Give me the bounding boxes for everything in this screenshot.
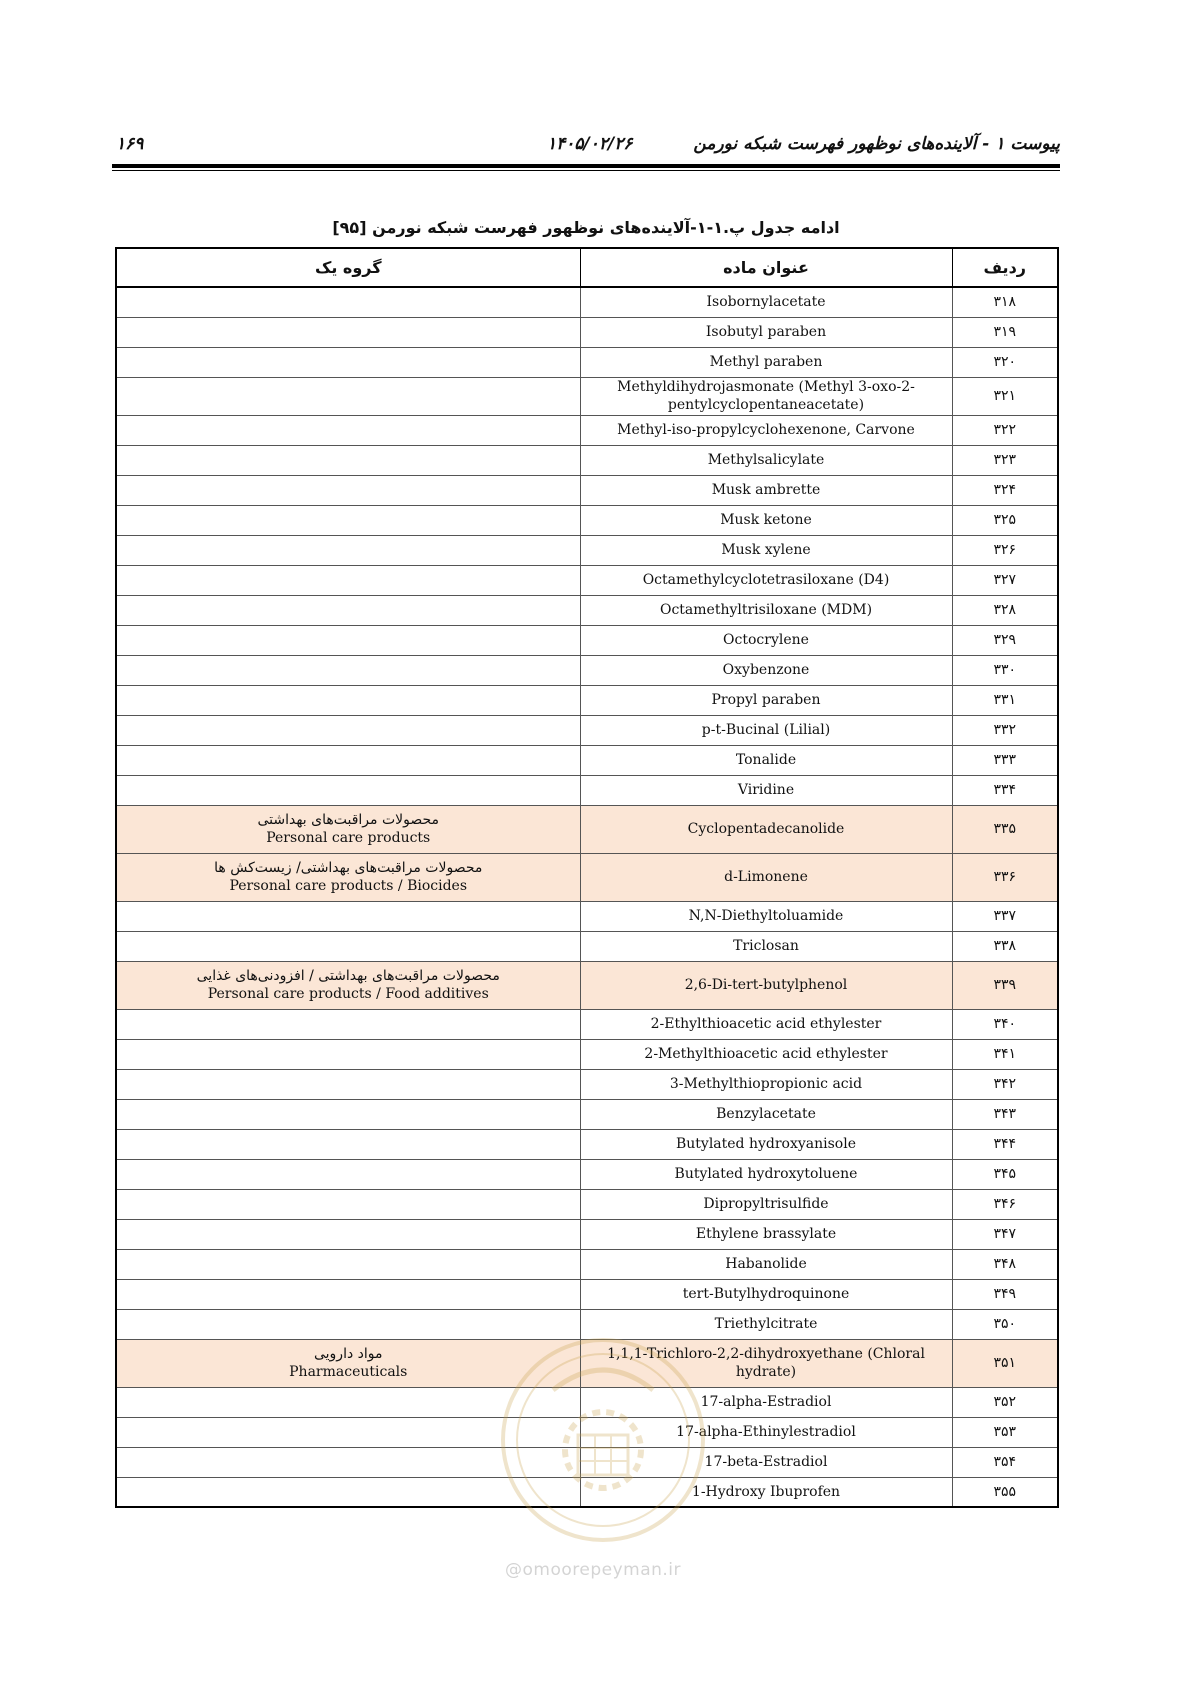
row-id: ۳۲۵ [952, 505, 1058, 535]
row-group-fa: محصولات مراقبت‌های بهداشتی [257, 812, 440, 828]
row-substance-name-cell [580, 1279, 952, 1309]
row-id: ۳۵۳ [952, 1417, 1058, 1447]
row-id: ۳۱۹ [952, 317, 1058, 347]
row-substance-name: Cyclopentadecanolide [687, 821, 845, 837]
table-row [116, 1069, 1058, 1099]
row-substance-name-cell [580, 1159, 952, 1189]
row-substance-name-cell [580, 347, 952, 377]
row-substance-name: p-t-Bucinal (Lilial) [701, 722, 831, 738]
row-substance-name: Butylated hydroxytoluene [674, 1166, 858, 1182]
table-row [116, 961, 1058, 1009]
row-substance-name-cell [580, 1129, 952, 1159]
row-id: ۳۳۴ [952, 775, 1058, 805]
row-substance-name: Methylsalicylate [707, 452, 825, 468]
contaminants-table [115, 247, 1059, 1508]
row-substance-name: Methyl paraben [709, 354, 823, 370]
table-row [116, 475, 1058, 505]
page-number: ۱۶۹ [116, 134, 144, 154]
row-substance-name-cell [580, 901, 952, 931]
row-substance-name-cell [580, 1447, 952, 1477]
row-id: ۳۳۸ [952, 931, 1058, 961]
row-id: ۳۱۸ [952, 287, 1058, 317]
table-row [116, 505, 1058, 535]
row-substance-name: Habanolide [725, 1256, 807, 1272]
page-header [112, 128, 1060, 160]
table-row [116, 287, 1058, 317]
row-substance-name: Methyldihydrojasmonate (Methyl 3-oxo-2-pentylcyclopentaneacetate) [617, 379, 915, 413]
row-id: ۳۲۸ [952, 595, 1058, 625]
row-id: ۳۳۵ [952, 805, 1058, 853]
row-group-en: Personal care products / Food additives [207, 986, 489, 1002]
row-group [116, 1009, 580, 1039]
row-group [116, 1039, 580, 1069]
header-date: ۱۴۰۵/۰۲/۲۶ [547, 134, 633, 154]
row-group [116, 1159, 580, 1189]
row-substance-name: Benzylacetate [716, 1106, 816, 1122]
table-row [116, 853, 1058, 901]
table-row [116, 445, 1058, 475]
row-substance-name: 2-Ethylthioacetic acid ethylester [650, 1016, 882, 1032]
table-row [116, 1219, 1058, 1249]
row-id: ۳۳۲ [952, 715, 1058, 745]
table-row [116, 565, 1058, 595]
row-id: ۳۳۹ [952, 961, 1058, 1009]
row-id: ۳۳۶ [952, 853, 1058, 901]
row-substance-name: Musk xylene [721, 542, 811, 558]
row-substance-name: Triethylcitrate [714, 1316, 818, 1332]
row-group [116, 1279, 580, 1309]
row-group [116, 1069, 580, 1099]
row-substance-name-cell [580, 1387, 952, 1417]
table-row [116, 685, 1058, 715]
row-substance-name-cell [580, 565, 952, 595]
row-substance-name-cell [580, 377, 952, 415]
row-group [116, 505, 580, 535]
row-substance-name: Musk ketone [720, 512, 812, 528]
table-row [116, 1189, 1058, 1219]
row-group [116, 805, 580, 853]
row-group [116, 685, 580, 715]
row-id: ۳۳۷ [952, 901, 1058, 931]
row-id: ۳۴۵ [952, 1159, 1058, 1189]
row-substance-name: Ethylene brassylate [695, 1226, 837, 1242]
row-group [116, 1129, 580, 1159]
row-substance-name-cell [580, 805, 952, 853]
row-group-en: Personal care products [266, 830, 431, 846]
table-row [116, 535, 1058, 565]
row-substance-name: Isobornylacetate [706, 294, 826, 311]
row-id: ۳۲۷ [952, 565, 1058, 595]
row-id: ۳۲۴ [952, 475, 1058, 505]
row-group-fa: محصولات مراقبت‌های بهداشتی/ زیست‌کش ها [214, 860, 483, 876]
row-substance-name: 2-Methylthioacetic acid ethylester [644, 1046, 888, 1062]
row-substance-name-cell [580, 775, 952, 805]
row-substance-name-cell [580, 1339, 952, 1387]
table-row [116, 1279, 1058, 1309]
row-substance-name: tert-Butylhydroquinone [682, 1286, 850, 1302]
row-substance-name: Dipropyltrisulfide [703, 1196, 829, 1212]
table-row [116, 415, 1058, 445]
row-substance-name-cell [580, 1219, 952, 1249]
row-id: ۳۵۴ [952, 1447, 1058, 1477]
row-id: ۳۲۳ [952, 445, 1058, 475]
row-substance-name-cell [580, 961, 952, 1009]
row-group [116, 745, 580, 775]
row-id: ۳۴۷ [952, 1219, 1058, 1249]
table-row [116, 347, 1058, 377]
row-substance-name: N,N-Diethyltoluamide [688, 908, 844, 924]
table-row [116, 775, 1058, 805]
row-substance-name: Triclosan [733, 938, 799, 954]
row-group [116, 1309, 580, 1339]
row-substance-name: 17-beta-Estradiol [704, 1454, 828, 1470]
row-substance-name: 1,1,1-Trichloro-2,2-dihydroxyethane (Chloral hydrate) [607, 1346, 925, 1380]
row-group [116, 901, 580, 931]
row-substance-name-cell [580, 715, 952, 745]
row-substance-name-cell [580, 1039, 952, 1069]
row-substance-name-cell [580, 625, 952, 655]
row-id: ۳۳۱ [952, 685, 1058, 715]
header-title: پیوست ۱ - آلاینده‌های نوظهور فهرست شبکه نورمن [693, 134, 1060, 154]
row-substance-name-cell [580, 1009, 952, 1039]
row-substance-name: 1-Hydroxy Ibuprofen [691, 1483, 841, 1500]
table-row [116, 1309, 1058, 1339]
row-group [116, 1219, 580, 1249]
row-group [116, 931, 580, 961]
row-group [116, 625, 580, 655]
row-group-en: Personal care products / Biocides [229, 878, 468, 894]
table-row [116, 1159, 1058, 1189]
row-group-en: Pharmaceuticals [289, 1364, 408, 1380]
row-substance-name: 17-alpha-Estradiol [700, 1394, 832, 1410]
row-id: ۳۴۱ [952, 1039, 1058, 1069]
row-id: ۳۴۶ [952, 1189, 1058, 1219]
table-row [116, 1387, 1058, 1417]
row-group-fa: مواد دارویی [313, 1346, 383, 1362]
row-group [116, 775, 580, 805]
table-row [116, 1249, 1058, 1279]
row-substance-name: Tonalide [735, 752, 797, 768]
row-substance-name-cell [580, 595, 952, 625]
row-substance-name-cell [580, 505, 952, 535]
row-group [116, 535, 580, 565]
table-row [116, 1129, 1058, 1159]
row-group [116, 715, 580, 745]
row-substance-name-cell [580, 287, 952, 317]
header-rule-thin [112, 170, 1060, 171]
row-id: ۳۲۰ [952, 347, 1058, 377]
header-rule-thick [112, 164, 1060, 168]
row-group [116, 1447, 580, 1477]
table-row [116, 745, 1058, 775]
row-substance-name-cell [580, 535, 952, 565]
row-group [116, 1099, 580, 1129]
row-substance-name: Octamethyltrisiloxane (MDM) [659, 602, 873, 618]
row-substance-name: Oxybenzone [722, 662, 810, 678]
row-substance-name-cell [580, 445, 952, 475]
row-id: ۳۴۴ [952, 1129, 1058, 1159]
row-substance-name: Viridine [737, 782, 795, 798]
row-id: ۳۴۰ [952, 1009, 1058, 1039]
table-row [116, 901, 1058, 931]
row-group [116, 595, 580, 625]
row-group [116, 961, 580, 1009]
row-id: ۳۵۵ [952, 1477, 1058, 1507]
table-row [116, 1039, 1058, 1069]
row-id: ۳۴۹ [952, 1279, 1058, 1309]
row-id: ۳۵۲ [952, 1387, 1058, 1417]
row-substance-name: 3-Methylthiopropionic acid [669, 1076, 863, 1092]
row-substance-name-cell [580, 655, 952, 685]
row-id: ۳۲۲ [952, 415, 1058, 445]
row-substance-name-cell [580, 1069, 952, 1099]
row-substance-name: d-Limonene [724, 869, 808, 885]
row-substance-name: Musk ambrette [711, 482, 821, 498]
row-substance-name-cell [580, 1477, 952, 1507]
table-row [116, 625, 1058, 655]
row-group [116, 445, 580, 475]
table-row [116, 1447, 1058, 1477]
row-group [116, 287, 580, 317]
row-substance-name-cell [580, 685, 952, 715]
row-group [116, 565, 580, 595]
table-row [116, 931, 1058, 961]
row-substance-name: 17-alpha-Ethinylestradiol [676, 1424, 856, 1440]
row-substance-name-cell [580, 1309, 952, 1339]
row-group [116, 1477, 580, 1507]
row-substance-name-cell [580, 317, 952, 347]
row-group [116, 1417, 580, 1447]
row-substance-name: Propyl paraben [711, 692, 821, 708]
header-group: گروه یک [116, 248, 580, 287]
table-row [116, 1099, 1058, 1129]
row-substance-name-cell [580, 931, 952, 961]
row-group [116, 1339, 580, 1387]
row-id: ۳۳۳ [952, 745, 1058, 775]
table-row [116, 317, 1058, 347]
row-substance-name-cell [580, 1099, 952, 1129]
table-caption: ادامه جدول پ.۱-۱-آلاینده‌های نوظهور فهرست شبکه نورمن [۹۵] [332, 218, 840, 237]
row-substance-name-cell [580, 415, 952, 445]
row-group [116, 1387, 580, 1417]
row-group [116, 853, 580, 901]
row-group [116, 1249, 580, 1279]
row-id: ۳۲۱ [952, 377, 1058, 415]
row-id: ۳۲۹ [952, 625, 1058, 655]
row-id: ۳۴۳ [952, 1099, 1058, 1129]
row-substance-name-cell [580, 1417, 952, 1447]
row-substance-name-cell [580, 853, 952, 901]
row-id: ۳۴۲ [952, 1069, 1058, 1099]
header-name: عنوان ماده [580, 248, 952, 287]
row-substance-name: Octamethylcyclotetrasiloxane (D4) [642, 572, 890, 588]
table-row [116, 655, 1058, 685]
row-group [116, 1189, 580, 1219]
table-row [116, 595, 1058, 625]
row-substance-name: Octocrylene [723, 632, 809, 648]
row-id: ۳۵۱ [952, 1339, 1058, 1387]
row-substance-name: 2,6-Di-tert-butylphenol [684, 977, 848, 993]
row-id: ۳۵۰ [952, 1309, 1058, 1339]
table-row [116, 715, 1058, 745]
row-group [116, 415, 580, 445]
row-substance-name: Butylated hydroxyanisole [675, 1136, 857, 1152]
watermark-text: @omoorepeyman.ir [505, 1560, 682, 1580]
row-substance-name-cell [580, 1189, 952, 1219]
row-group [116, 377, 580, 415]
row-group [116, 475, 580, 505]
row-id: ۳۴۸ [952, 1249, 1058, 1279]
table-header-row [116, 248, 1058, 287]
table-row [116, 1009, 1058, 1039]
table-row [116, 805, 1058, 853]
row-substance-name: Methyl-iso-propylcyclohexenone, Carvone [617, 422, 915, 438]
row-substance-name-cell [580, 1249, 952, 1279]
row-substance-name-cell [580, 745, 952, 775]
row-id: ۳۲۶ [952, 535, 1058, 565]
table-row [116, 377, 1058, 415]
table-row [116, 1477, 1058, 1507]
row-substance-name: Isobutyl paraben [705, 324, 827, 340]
row-id: ۳۳۰ [952, 655, 1058, 685]
row-group-fa: محصولات مراقبت‌های بهداشتی / افزودنی‌های غذایی [196, 968, 500, 984]
table-body [116, 287, 1058, 1507]
header-id: ردیف [952, 248, 1058, 287]
row-substance-name-cell [580, 475, 952, 505]
row-group [116, 347, 580, 377]
row-group [116, 317, 580, 347]
table-row [116, 1417, 1058, 1447]
row-group [116, 655, 580, 685]
table-row [116, 1339, 1058, 1387]
